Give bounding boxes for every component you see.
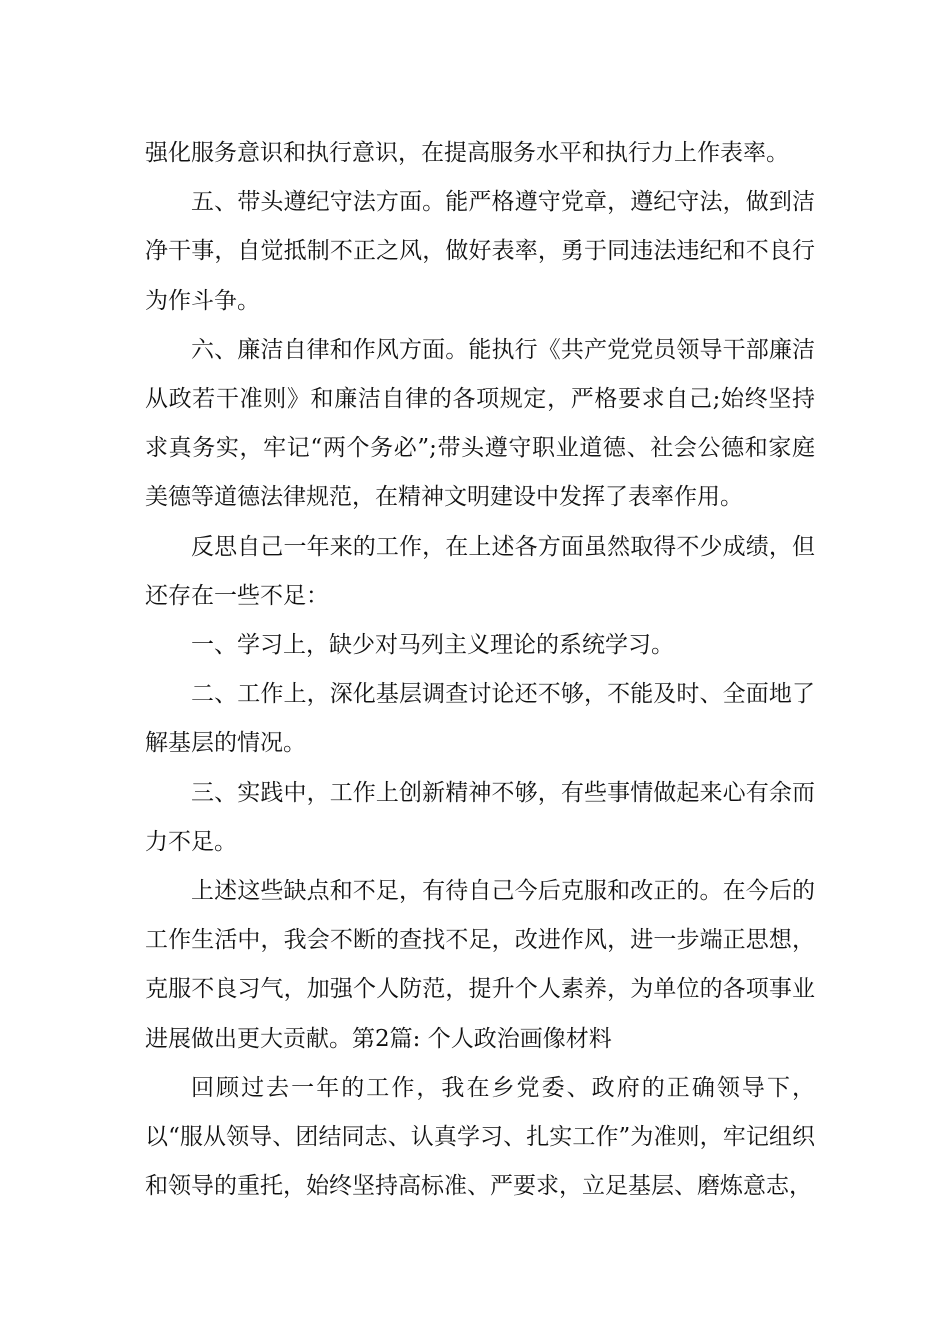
paragraph-5: 一、学习上，缺少对马列主义理论的系统学习。 [191, 632, 674, 659]
paragraph-2: 五、带头遵纪守法方面。能严格遵守党章，遵纪守法，做到洁净干事，自觉抵制不正之风，做好表率，勇于同违法违纪和不良行为作斗争。 [145, 189, 815, 314]
document-body [145, 129, 815, 1211]
paragraph-1: 强化服务意识和执行意识，在提高服务水平和执行力上作表率。 [145, 140, 789, 166]
paragraph-4: 反思自己一年来的工作，在上述各方面虽然取得不少成绩，但还存在一些不足： [145, 533, 815, 609]
paragraph-6: 二、工作上，深化基层调查讨论还不够，不能及时、全面地了解基层的情况。 [145, 681, 815, 757]
paragraph-7: 三、实践中，工作上创新精神不够，有些事情做起来心有余而力不足。 [145, 779, 815, 855]
paragraph-8: 上述这些缺点和不足，有待自己今后克服和改正的。在今后的工作生活中，我会不断的查找不足，改进作风，进一步端正思想，克服不良习气，加强个人防范，提升个人素养，为单位的各项事业进展做出更大贡献。第2篇: 个人政治画像材料 [145, 878, 815, 1052]
paragraph-9: 回顾过去一年的工作，我在乡党委、政府的正确领导下，以“服从领导、团结同志、认真学习、扎实工作”为准则，牢记组织和领导的重托，始终坚持高标准、严要求，立足基层、磨炼意志， [145, 1074, 815, 1200]
paragraph-3: 六、廉洁自律和作风方面。能执行《共产党党员领导干部廉洁从政若干准则》和廉洁自律的各项规定，严格要求自己;始终坚持求真务实，牢记“两个务必”;带头遵守职业道德、社会公德和家庭美德等道德法律规范，在精神文明建设中发挥了表率作用。 [145, 336, 815, 511]
